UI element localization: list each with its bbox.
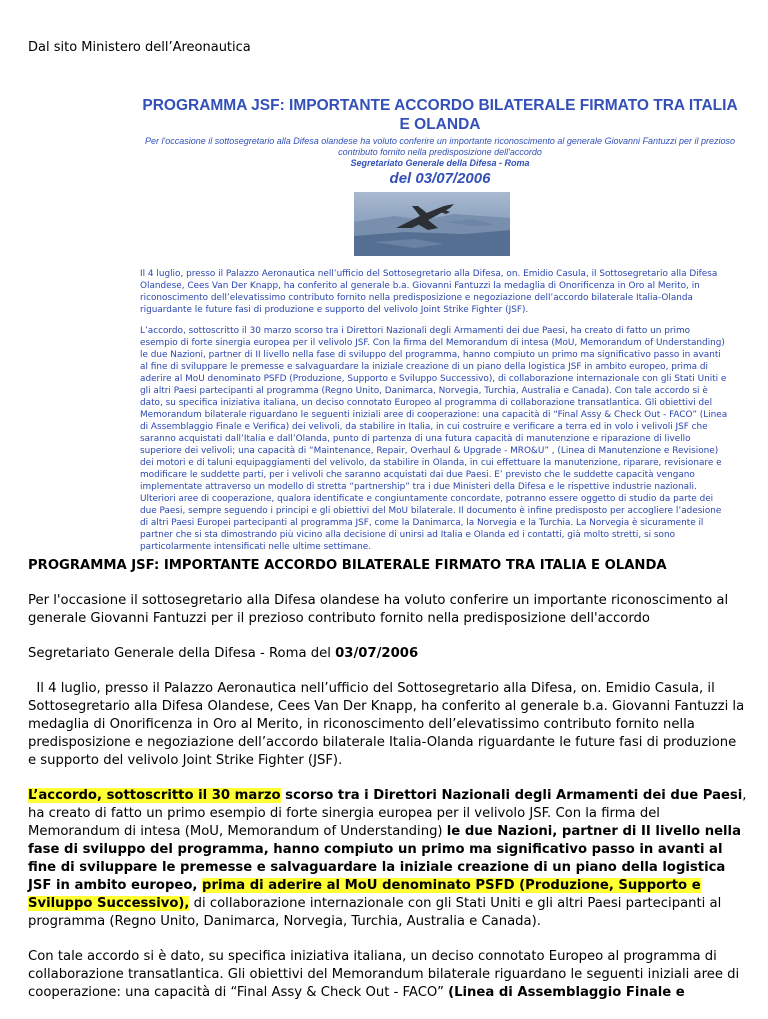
article-paragraph-2 bbox=[28, 787, 748, 931]
para2-text-memorandum: , ha creato di fatto un primo esempio di forte sinergia europea per il velivolo JSF. Con la firma del Memorandum di intesa (MoU, Memorandum of Understanding) bbox=[28, 788, 747, 839]
jet-photo bbox=[354, 192, 510, 256]
press-release-department: Segretariato Generale della Difesa - Roma bbox=[350, 158, 530, 168]
para2-bold-nations: le due Nazioni, partner di II livello nella fase di sviluppo del programma, hanno compiuto un primo ma significativo passo in avanti al fine di sviluppare le premesse e salvaguardare la iniziale creazione di un piano della logistica JSF in ambito europeo, bbox=[28, 824, 741, 893]
press-release-subtitle: Per l'occasione il sottosegretario alla Difesa olandese ha voluto conferire un importante riconoscimento al generale Giovanni Fantuzzi per il prezioso contributo fornito nella predisposizione dell'accordo bbox=[144, 136, 736, 157]
article-paragraph-1 bbox=[28, 680, 748, 770]
para3-text: Con tale accordo si è dato, su specifica iniziativa italiana, un deciso connotato Europeo al programma di collaborazione transatlantica. Gli obiettivi del Memorandum bilaterale riguardano le seguenti iniziali aree di cooperazione: una capacità di “Final Assy & Check Out - FACO” bbox=[28, 949, 740, 1000]
dateline-prefix: Segretariato Generale della Difesa - Roma del bbox=[28, 646, 336, 661]
article-subtitle: Per l'occasione il sottosegretario alla Difesa olandese ha voluto conferire un importante riconoscimento al generale Giovanni Fantuzzi per il prezioso contributo fornito nella predisposizione dell'accordo bbox=[28, 593, 729, 626]
article-heading: PROGRAMMA JSF: IMPORTANTE ACCORDO BILATERALE FIRMATO TRA ITALIA E OLANDA bbox=[28, 558, 667, 573]
press-release-body bbox=[140, 268, 730, 562]
highlight-psfd: prima di aderire al MoU denominato PSFD (Produzione, Supporto e Sviluppo Successivo), bbox=[28, 878, 701, 911]
dateline-date: 03/07/2006 bbox=[335, 646, 419, 661]
para3-bold: (Linea di Assemblaggio Finale e bbox=[448, 985, 685, 1000]
press-release-paragraph-1: Il 4 luglio, presso il Palazzo Aeronautica nell’ufficio del Sottosegretario alla Difesa, on. Emidio Casula, il Sottosegretario alla Difesa Olandese, Cees Van Der Knapp, ha conferito al generale b.a. Giovanni Fantuzzi la medaglia di Onorificenza in Oro al Merito, in riconoscimento dell’elevatissimo contributo fornito nella predisposizione e negoziazione dell’accordo bilaterale Italia-Olanda riguardante le future fasi di produzione e supporto del velivolo Joint Strike Fighter (JSF). bbox=[140, 269, 718, 315]
para2-text-collaboration: di collaborazione internazionale con gli Stati Uniti e gli altri Paesi partecipanti al programma (Regno Unito, Danimarca, Norvegia, Turchia, Australia e Canada). bbox=[28, 896, 722, 929]
press-release-paragraph-2: L’accordo, sottoscritto il 30 marzo scorso tra i Direttori Nazionali degli Armamenti dei due Paesi, ha creato di fatto un primo esempio di forte sinergia europea per il velivolo JSF. Con la firma del Memorandum di intesa (MoU, Memorandum of Understanding) le due Nazioni, partner di II livello nella fase di sviluppo del programma, hanno compiuto un primo ma significativo passo in avanti al fine di sviluppare le premesse e salvaguardare la iniziale creazione di un piano della logistica JSF in ambito europeo, prima di aderire al MoU denominato PSFD (Produzione, Supporto e Sviluppo Successivo), di collaborazione internazionale con gli Stati Uniti e gli altri Paesi partecipanti al programma (Regno Unito, Danimarca, Norvegia, Turchia, Australia e Canada). Con tale accordo si è dato, su specifica iniziativa italiana, un deciso connotato Europeo al programma di collaborazione transatlantica. Gli obiettivi del Memorandum bilaterale riguardano le seguenti iniziali aree di cooperazione: una capacità di “Final Assy & Check Out - FACO” (Linea di Assemblaggio Finale e Verifica) dei velivoli, da stabilire in Italia, in cui costruire e verificare a terra ed in volo i velivoli JSF che saranno acquistati dall’Italia e dall’Olanda, punto di partenza di una futura capacità di manutenzione e riparazione di livello superiore dei velivoli; una capacità di “Maintenance, Repair, Overhaul & Upgrade - MRO&U” , (Linea di Manutenzione e Revisione) dei motori e di taluni equipaggiamenti del velivolo, da stabilire in Olanda, in cui effettuare la manutenzione, riparare, revisionare e modificare le suddette parti, per i velivoli che saranno acquistati dai due Paesi. E’ previsto che le suddette capacità vengano implementate attraverso un modello di stretta “partnership” tra i due Ministeri della Difesa e le rispettive industrie nazionali. Ulteriori aree di cooperazione, qualora identificate e congiuntamente concordate, potranno essere oggetto di studio da parte dei due Paesi, sempre seguendo i principi e gli obiettivi del MoU bilaterale. Il documento è infine predisposto per accogliere l’adesione di altri Paesi Europei partecipanti al programma JSF, come la Danimarca, la Norvegia e la Turchia. La Norvegia è sicuramente il partner che si sta dimostrando più vicino alla decisione di unirsi ad Italia e Olanda ed i contatti, già molto stretti, si sono particolarmente intensificati nelle ultime settimane. bbox=[140, 326, 728, 552]
article-dateline bbox=[28, 645, 748, 663]
highlight-agreement-date: L’accordo, sottoscritto il 30 marzo bbox=[28, 788, 281, 803]
press-release-date: del 03/07/2006 bbox=[389, 170, 491, 187]
press-release-title: PROGRAMMA JSF: IMPORTANTE ACCORDO BILATERALE FIRMATO TRA ITALIA E OLANDA bbox=[142, 97, 738, 133]
para2-bold-directors: scorso tra i Direttori Nazionali degli Armamenti dei due Paesi bbox=[280, 788, 743, 803]
source-note: Dal sito Ministero dell’Areonautica bbox=[28, 40, 251, 55]
press-release-header bbox=[140, 96, 740, 187]
article-paragraph-1-text: Il 4 luglio, presso il Palazzo Aeronautica nell’ufficio del Sottosegretario alla Difesa, on. Emidio Casula, il Sottosegretario alla Difesa Olandese, Cees Van Der Knapp, ha conferito al generale b.a. Giovanni Fantuzzi la medaglia di Onorificenza in Oro al Merito, in riconoscimento dell’elevatissimo contributo fornito nella predisposizione e negoziazione dell’accordo bilaterale Italia-Olanda riguardante le future fasi di produzione e supporto del velivolo Joint Strike Fighter (JSF). bbox=[28, 681, 745, 768]
article-body bbox=[28, 557, 748, 1019]
